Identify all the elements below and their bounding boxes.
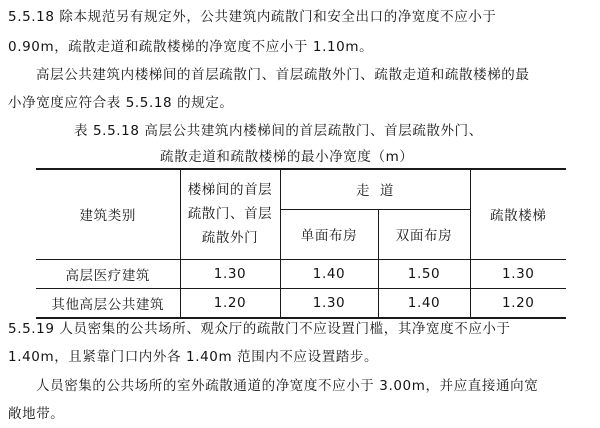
header-stair-door-line: 楼梯间的首层 (187, 182, 273, 199)
table-caption-line: 疏散走道和疏散楼梯的最小净宽度（m） (160, 149, 414, 165)
paragraph-line: 高层公共建筑内楼梯间的首层疏散门、首层疏散外门、疏散走道和疏散楼梯的最 (36, 67, 530, 83)
cell-single-side: 1.40 (280, 259, 378, 288)
cell-stair-door: 1.30 (180, 259, 280, 288)
paragraph-line: 5.5.18 除本规范另有规定外，公共建筑内疏散门和安全出口的净宽度不应小于 (8, 9, 497, 25)
cell-single-side: 1.30 (280, 288, 378, 318)
table-row (36, 259, 566, 288)
header-single-side: 单面布房 (280, 209, 378, 259)
cell-building-type: 其他高层公共建筑 (36, 288, 180, 318)
header-stair-door-line: 疏散门、首层 (187, 206, 273, 223)
cell-double-side: 1.50 (378, 259, 470, 288)
cell-stairs: 1.30 (470, 259, 566, 288)
table-caption-line: 表 5.5.18 高层公共建筑内楼梯间的首层疏散门、首层疏散外门、 (74, 123, 483, 139)
paragraph-line: 1.40m，且紧靠门口内外各 1.40m 范围内不应设置踏步。 (8, 349, 379, 365)
header-building-type: 建筑类别 (36, 169, 180, 259)
paragraph-line: 5.5.19 人员密集的公共场所、观众厅的疏散门不应设置门槛，其净宽度不应小于 (8, 321, 511, 337)
paragraph-line: 0.90m，疏散走道和疏散楼梯的净宽度不应小于 1.10m。 (8, 39, 374, 55)
min-width-table (36, 168, 566, 319)
cell-building-type: 高层医疗建筑 (36, 259, 180, 288)
header-stair-door (180, 169, 280, 259)
header-stair-door-line: 疏散外门 (201, 230, 259, 247)
header-corridor: 走 道 (280, 169, 470, 209)
cell-stairs: 1.20 (470, 288, 566, 318)
cell-double-side: 1.40 (378, 288, 470, 318)
paragraph-line: 敞地带。 (8, 406, 65, 422)
paragraph-line: 小净宽度应符合表 5.5.18 的规定。 (8, 95, 234, 111)
header-stairs: 疏散楼梯 (470, 169, 566, 259)
header-double-side: 双面布房 (378, 209, 470, 259)
table-row (36, 288, 566, 318)
paragraph-line: 人员密集的公共场所的室外疏散通道的净宽度不应小于 3.00m，并应直接通向宽 (36, 378, 539, 394)
cell-stair-door: 1.20 (180, 288, 280, 318)
